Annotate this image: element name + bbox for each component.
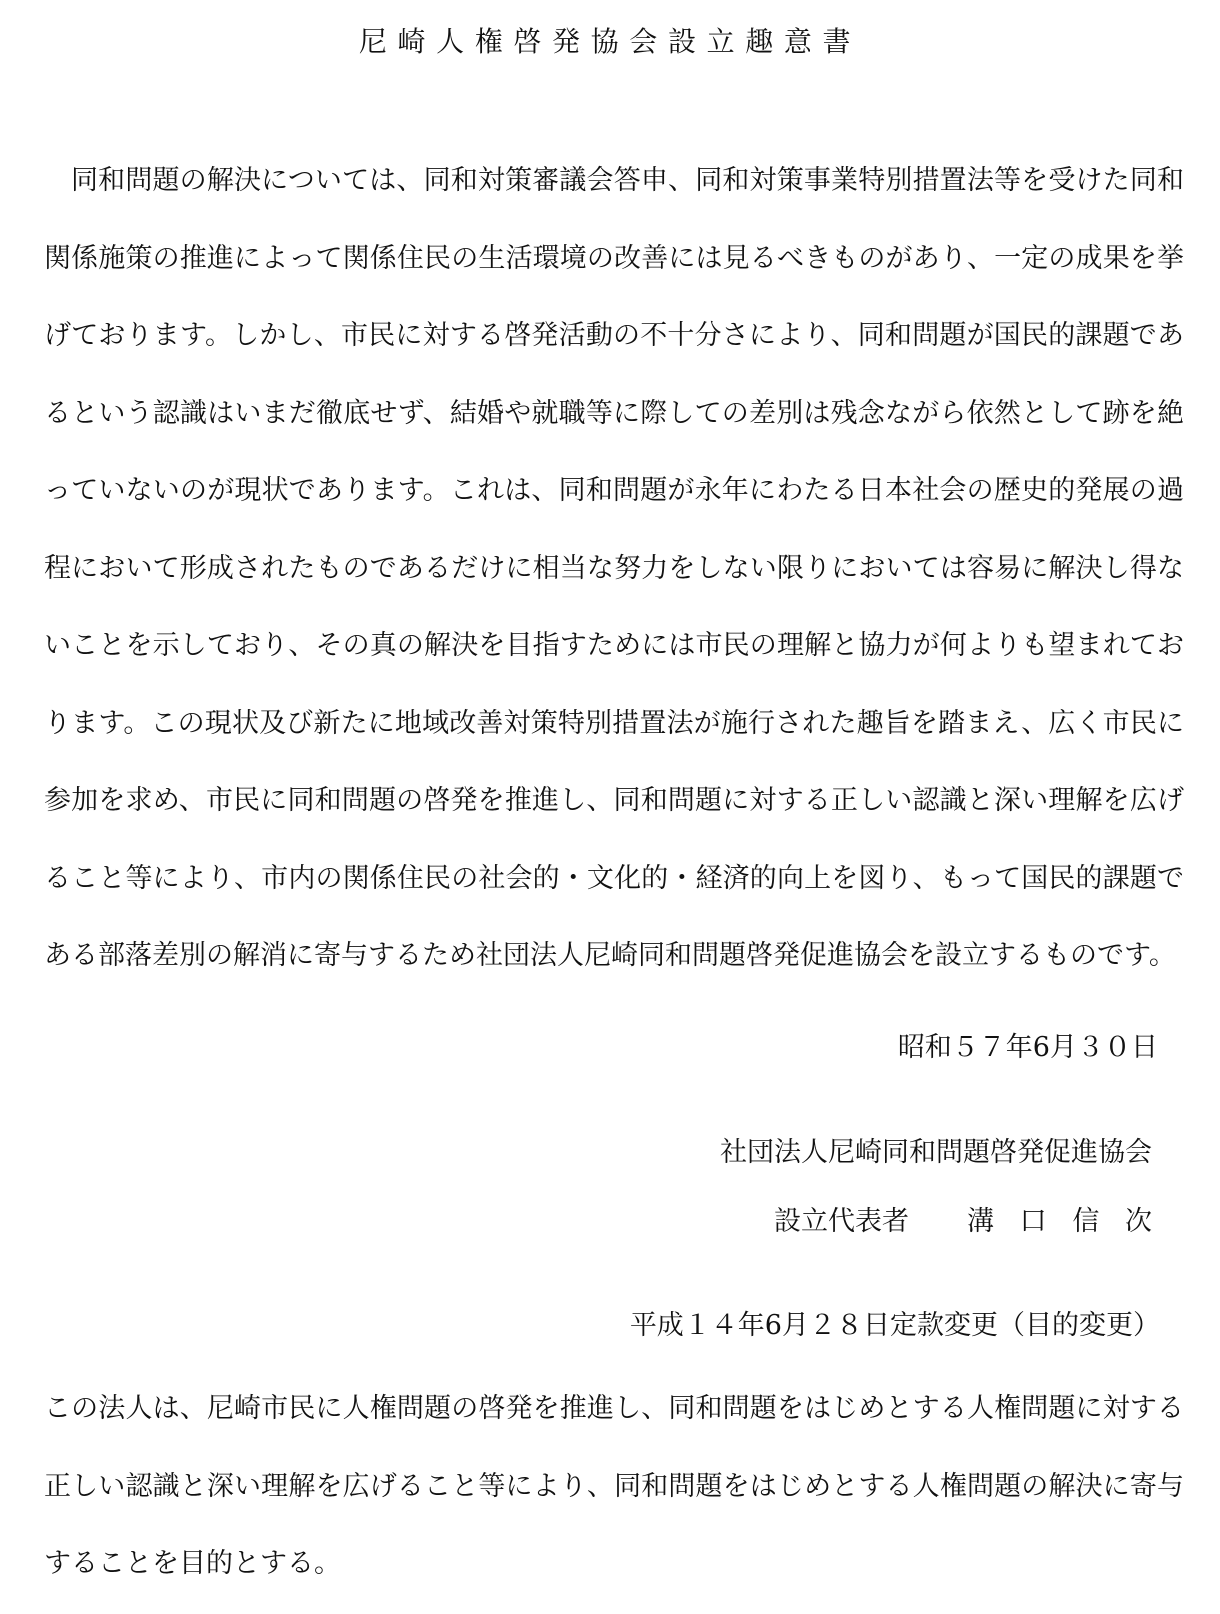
establishment-date: 昭和５７年6月３０日 bbox=[897, 1032, 1158, 1063]
amendment-date: 平成１４年6月２８日定款変更（目的変更） bbox=[629, 1310, 1160, 1341]
purpose-paragraph: この法人は、尼崎市民に人権問題の啓発を推進し、同和問題をはじめとする人権問題に対する正しい認識と深い理解を広げること等により、同和問題をはじめとする人権問題の解決に寄与することを目的とする。 bbox=[44, 1393, 1184, 1579]
representative-line bbox=[774, 1202, 1178, 1242]
representative-label: 設立代表者 bbox=[774, 1206, 910, 1237]
representative-name: 溝口信次 bbox=[967, 1206, 1178, 1237]
prospectus-paragraph: 同和問題の解決については、同和対策審議会答申、同和対策事業特別措置法等を受けた同和関係施策の推進によって関係住民の生活環境の改善には見るべきものがあり、一定の成果を挙げております。しかし、市民に対する啓発活動の不十分さにより、同和問題が国民的課題であるという認識はいまだ徹底せず、結婚や就職等に際しての差別は残念ながら依然として跡を絶っていないのが現状であります。これは、同和問題が永年にわたる日本社会の歴史的発展の過程において形成されたものであるだけに相当な努力をしない限りにおいては容易に解決し得ないことを示しており、その真の解決を目指すためには市民の理解と協力が何よりも望まれております。この現状及び新たに地域改善対策特別措置法が施行された趣旨を踏まえ、広く市民に参加を求め、市民に同和問題の啓発を推進し、同和問題に対する正しい認識と深い理解を広げること等により、市内の関係住民の社会的・文化的・経済的向上を図り、もって国民的課題である部落差別の解消に寄与するため社団法人尼崎同和問題啓発促進協会を設立するものです。 bbox=[44, 165, 1184, 971]
document-title: 尼崎人権啓発協会設立趣意書 bbox=[358, 25, 862, 58]
organization-name: 社団法人尼崎同和問題啓発促進協会 bbox=[720, 1137, 1152, 1168]
